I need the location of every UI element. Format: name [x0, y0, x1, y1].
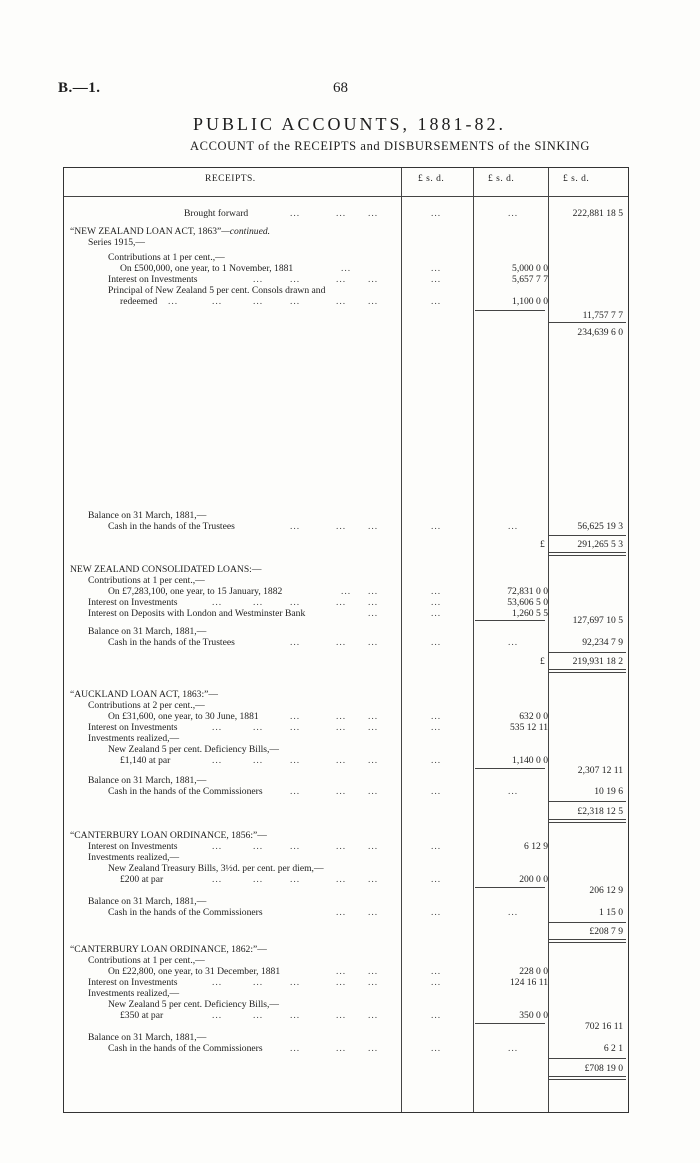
interest-label: Interest on Investments [88, 977, 178, 988]
leader-dots: ... [253, 1010, 264, 1021]
series-label: Series 1915,— [88, 237, 146, 248]
contributions-amount: 632 0 0 [519, 711, 548, 722]
leader-dots: ... [368, 977, 379, 988]
col2-header: £ s. d. [488, 174, 515, 184]
leader-dots: ... [253, 274, 264, 285]
balance-label: Balance on 31 March, 1881,— [88, 896, 207, 907]
balance-label: Balance on 31 March, 1881,— [88, 510, 207, 521]
leader-dots: ... [212, 874, 223, 885]
leader-dots: ... [336, 722, 347, 733]
leader-dots: ... [368, 637, 379, 648]
section-heading: NEW ZEALAND CONSOLIDATED LOANS:— [70, 564, 262, 575]
underline [549, 322, 626, 323]
leader-dots: ... [431, 586, 442, 597]
leader-dots: ... [336, 521, 347, 532]
leader-dots: ... [368, 608, 379, 619]
contributions-label: Contributions at 1 per cent.,— [88, 575, 205, 586]
investments-realized-label: Investments realized,— [88, 988, 180, 999]
leader-dots: ... [290, 1043, 301, 1054]
leader-dots: ... [212, 841, 223, 852]
leader-dots: ... [212, 977, 223, 988]
page-number: 68 [333, 80, 348, 96]
interest-amount: 6 12 9 [524, 841, 548, 852]
leader-dots: ... [431, 755, 442, 766]
leader-dots: ... [508, 907, 519, 918]
grand-total: 291,265 5 3 [577, 539, 623, 550]
underline [549, 801, 626, 802]
leader-dots: ... [336, 977, 347, 988]
receipts-column-header: RECEIPTS. [205, 174, 256, 184]
section-total: 234,639 6 0 [577, 327, 623, 338]
leader-dots: ... [336, 296, 347, 307]
leader-dots: ... [368, 274, 379, 285]
leader-dots: ... [212, 722, 223, 733]
cash-amount: 56,625 19 3 [577, 521, 623, 532]
deposits-interest-amount: 1,260 5 5 [512, 608, 548, 619]
page-reference: B.—1. [58, 80, 101, 96]
leader-dots: ... [336, 597, 347, 608]
contributions-detail: On £7,283,100, one year, to 15 January, 1882 [108, 586, 283, 597]
contributions-label: Contributions at 2 per cent.,— [88, 700, 205, 711]
leader-dots: ... [431, 966, 442, 977]
bills-label: New Zealand 5 per cent. Deficiency Bills,— [108, 999, 280, 1010]
leader-dots: ... [290, 786, 301, 797]
leader-dots: ... [368, 711, 379, 722]
leader-dots: ... [168, 296, 179, 307]
leader-dots: ... [431, 208, 442, 219]
leader-dots: ... [212, 597, 223, 608]
leader-dots: ... [253, 296, 264, 307]
leader-dots: ... [290, 874, 301, 885]
underline [475, 1023, 545, 1024]
page-title: PUBLIC ACCOUNTS, 1881-82. [193, 114, 507, 134]
leader-dots: ... [341, 263, 352, 274]
leader-dots: ... [508, 208, 519, 219]
cash-label: Cash in the hands of the Commissioners [108, 1043, 263, 1054]
cash-label: Cash in the hands of the Commissioners [108, 786, 263, 797]
grand-total: £2,318 12 5 [577, 806, 623, 817]
interest-amount: 124 16 11 [509, 977, 548, 988]
double-underline [549, 1076, 626, 1080]
leader-dots: ... [508, 521, 519, 532]
leader-dots: ... [431, 296, 442, 307]
column-divider [401, 168, 402, 1112]
leader-dots: ... [253, 597, 264, 608]
brought-forward-label: Brought forward [184, 208, 249, 219]
double-underline [549, 939, 626, 943]
leader-dots: ... [336, 841, 347, 852]
leader-dots: ... [508, 1043, 519, 1054]
par-amount: 1,140 0 0 [512, 755, 548, 766]
section-heading: “NEW ZEALAND LOAN ACT, 1863”—continued. [70, 226, 271, 237]
leader-dots: ... [253, 755, 264, 766]
section-subtotal: 2,307 12 11 [577, 765, 623, 776]
leader-dots: ... [290, 977, 301, 988]
leader-dots: ... [368, 521, 379, 532]
investments-realized-label: Investments realized,— [88, 852, 180, 863]
leader-dots: ... [290, 208, 301, 219]
interest-amount: 5,657 7 7 [512, 274, 548, 285]
leader-dots: ... [212, 1010, 223, 1021]
investments-realized-label: Investments realized,— [88, 733, 180, 744]
leader-dots: ... [431, 711, 442, 722]
balance-label: Balance on 31 March, 1881,— [88, 775, 207, 786]
interest-label: Interest on Investments [108, 274, 198, 285]
leader-dots: ... [290, 722, 301, 733]
leader-dots: ... [368, 722, 379, 733]
interest-amount: 53,606 5 0 [507, 597, 548, 608]
par-label: £1,140 at par [120, 755, 171, 766]
leader-dots: ... [368, 597, 379, 608]
section-subtotal: 206 12 9 [589, 885, 623, 896]
leader-dots: ... [336, 1043, 347, 1054]
leader-dots: ... [336, 208, 347, 219]
leader-dots: ... [212, 755, 223, 766]
leader-dots: ... [431, 521, 442, 532]
cash-label: Cash in the hands of the Trustees [108, 521, 235, 532]
section-subtotal: 702 16 11 [584, 1021, 623, 1032]
cash-amount: 6 2 1 [603, 1043, 623, 1054]
column-divider [548, 168, 549, 1112]
leader-dots: ... [212, 296, 223, 307]
leader-dots: ... [290, 296, 301, 307]
leader-dots: ... [431, 786, 442, 797]
leader-dots: ... [336, 874, 347, 885]
leader-dots: ... [290, 755, 301, 766]
leader-dots: ... [290, 597, 301, 608]
leader-dots: ... [368, 1043, 379, 1054]
col1-header: £ s. d. [418, 174, 445, 184]
leader-dots: ... [368, 874, 379, 885]
contributions-detail: On £22,800, one year, to 31 December, 1881 [108, 966, 281, 977]
underline [549, 652, 626, 653]
leader-dots: ... [290, 711, 301, 722]
leader-dots: ... [290, 841, 301, 852]
leader-dots: ... [431, 597, 442, 608]
leader-dots: ... [336, 711, 347, 722]
leader-dots: ... [431, 977, 442, 988]
leader-dots: ... [290, 274, 301, 285]
leader-dots: ... [368, 1010, 379, 1021]
principal-amount: 1,100 0 0 [512, 296, 548, 307]
column-divider [473, 168, 474, 1112]
leader-dots: ... [431, 274, 442, 285]
contributions-amount: 228 0 0 [519, 966, 548, 977]
leader-dots: ... [431, 907, 442, 918]
double-underline [549, 819, 626, 823]
leader-dots: ... [431, 263, 442, 274]
leader-dots: ... [431, 1043, 442, 1054]
leader-dots: ... [431, 608, 442, 619]
bills-label: New Zealand Treasury Bills, 3½d. per cent. per diem,— [108, 863, 324, 874]
leader-dots: ... [253, 977, 264, 988]
leader-dots: ... [368, 841, 379, 852]
leader-dots: ... [336, 786, 347, 797]
par-amount: 350 0 0 [519, 1010, 548, 1021]
deposits-interest-label: Interest on Deposits with London and Westminster Bank [88, 608, 306, 619]
underline [475, 310, 545, 311]
par-label: £200 at par [120, 874, 164, 885]
leader-dots: ... [431, 1010, 442, 1021]
interest-label: Interest on Investments [88, 841, 178, 852]
balance-label: Balance on 31 March, 1881,— [88, 626, 207, 637]
double-underline [549, 669, 626, 673]
double-underline [549, 552, 626, 556]
leader-dots: ... [368, 208, 379, 219]
cash-amount: 1 15 0 [599, 907, 623, 918]
leader-dots: ... [368, 966, 379, 977]
leader-dots: ... [253, 841, 264, 852]
leader-dots: ... [253, 722, 264, 733]
leader-dots: ... [368, 907, 379, 918]
leader-dots: ... [368, 786, 379, 797]
contributions-label: Contributions at 1 per cent.,— [88, 955, 205, 966]
section-heading: “CANTERBURY LOAN ORDINANCE, 1856:”— [70, 830, 267, 841]
leader-dots: ... [336, 1010, 347, 1021]
grand-total: £208 7 9 [589, 926, 623, 937]
interest-label: Interest on Investments [88, 597, 178, 608]
bills-label: New Zealand 5 per cent. Deficiency Bills,— [108, 744, 280, 755]
pound-sign: £ [540, 656, 545, 667]
cash-label: Cash in the hands of the Commissioners [108, 907, 263, 918]
header-rule [64, 196, 628, 197]
leader-dots: ... [341, 586, 352, 597]
grand-total: £708 19 0 [584, 1063, 623, 1074]
leader-dots: ... [508, 786, 519, 797]
leader-dots: ... [431, 722, 442, 733]
underline [549, 922, 626, 923]
leader-dots: ... [290, 637, 301, 648]
par-amount: 200 0 0 [519, 874, 548, 885]
contributions-label: Contributions at 1 per cent.,— [108, 252, 225, 263]
underline [549, 1058, 626, 1059]
brought-forward-total: 222,881 18 5 [572, 208, 623, 219]
leader-dots: ... [368, 296, 379, 307]
contributions-amount: 5,000 0 0 [512, 263, 548, 274]
underline [549, 535, 626, 536]
cash-amount: 10 19 6 [594, 786, 623, 797]
principal-label: Principal of New Zealand 5 per cent. Consols drawn and [108, 285, 326, 296]
leader-dots: ... [368, 586, 379, 597]
leader-dots: ... [336, 907, 347, 918]
leader-dots: ... [431, 841, 442, 852]
leader-dots: ... [431, 874, 442, 885]
section-heading: “AUCKLAND LOAN ACT, 1863:”— [70, 689, 218, 700]
leader-dots: ... [336, 966, 347, 977]
contributions-detail: On £31,600, one year, to 30 June, 1881 [108, 711, 259, 722]
cash-label: Cash in the hands of the Trustees [108, 637, 235, 648]
par-label: £350 at par [120, 1010, 164, 1021]
underline [475, 620, 545, 621]
leader-dots: ... [336, 755, 347, 766]
underline [475, 768, 545, 769]
balance-label: Balance on 31 March, 1881,— [88, 1032, 207, 1043]
leader-dots: ... [336, 637, 347, 648]
interest-label: Interest on Investments [88, 722, 178, 733]
section-heading: “CANTERBURY LOAN ORDINANCE, 1862:”— [70, 944, 267, 955]
contributions-detail: On £500,000, one year, to 1 November, 1881 [120, 263, 294, 274]
leader-dots: ... [290, 521, 301, 532]
interest-amount: 535 12 11 [509, 722, 548, 733]
leader-dots: ... [336, 274, 347, 285]
leader-dots: ... [253, 874, 264, 885]
col3-header: £ s. d. [563, 174, 590, 184]
contributions-amount: 72,831 0 0 [507, 586, 548, 597]
underline [475, 887, 545, 888]
leader-dots: ... [508, 637, 519, 648]
leader-dots: ... [431, 637, 442, 648]
leader-dots: ... [290, 1010, 301, 1021]
principal-label-cont: redeemed [120, 296, 158, 307]
page-subtitle: ACCOUNT of the RECEIPTS and DISBURSEMENTS of the SINKING [190, 139, 591, 153]
leader-dots: ... [368, 755, 379, 766]
section-subtotal: 127,697 10 5 [572, 615, 623, 626]
pound-sign: £ [540, 539, 545, 550]
cash-amount: 92,234 7 9 [582, 637, 623, 648]
grand-total: 219,931 18 2 [572, 656, 623, 667]
section-subtotal: 11,757 7 7 [582, 310, 623, 321]
